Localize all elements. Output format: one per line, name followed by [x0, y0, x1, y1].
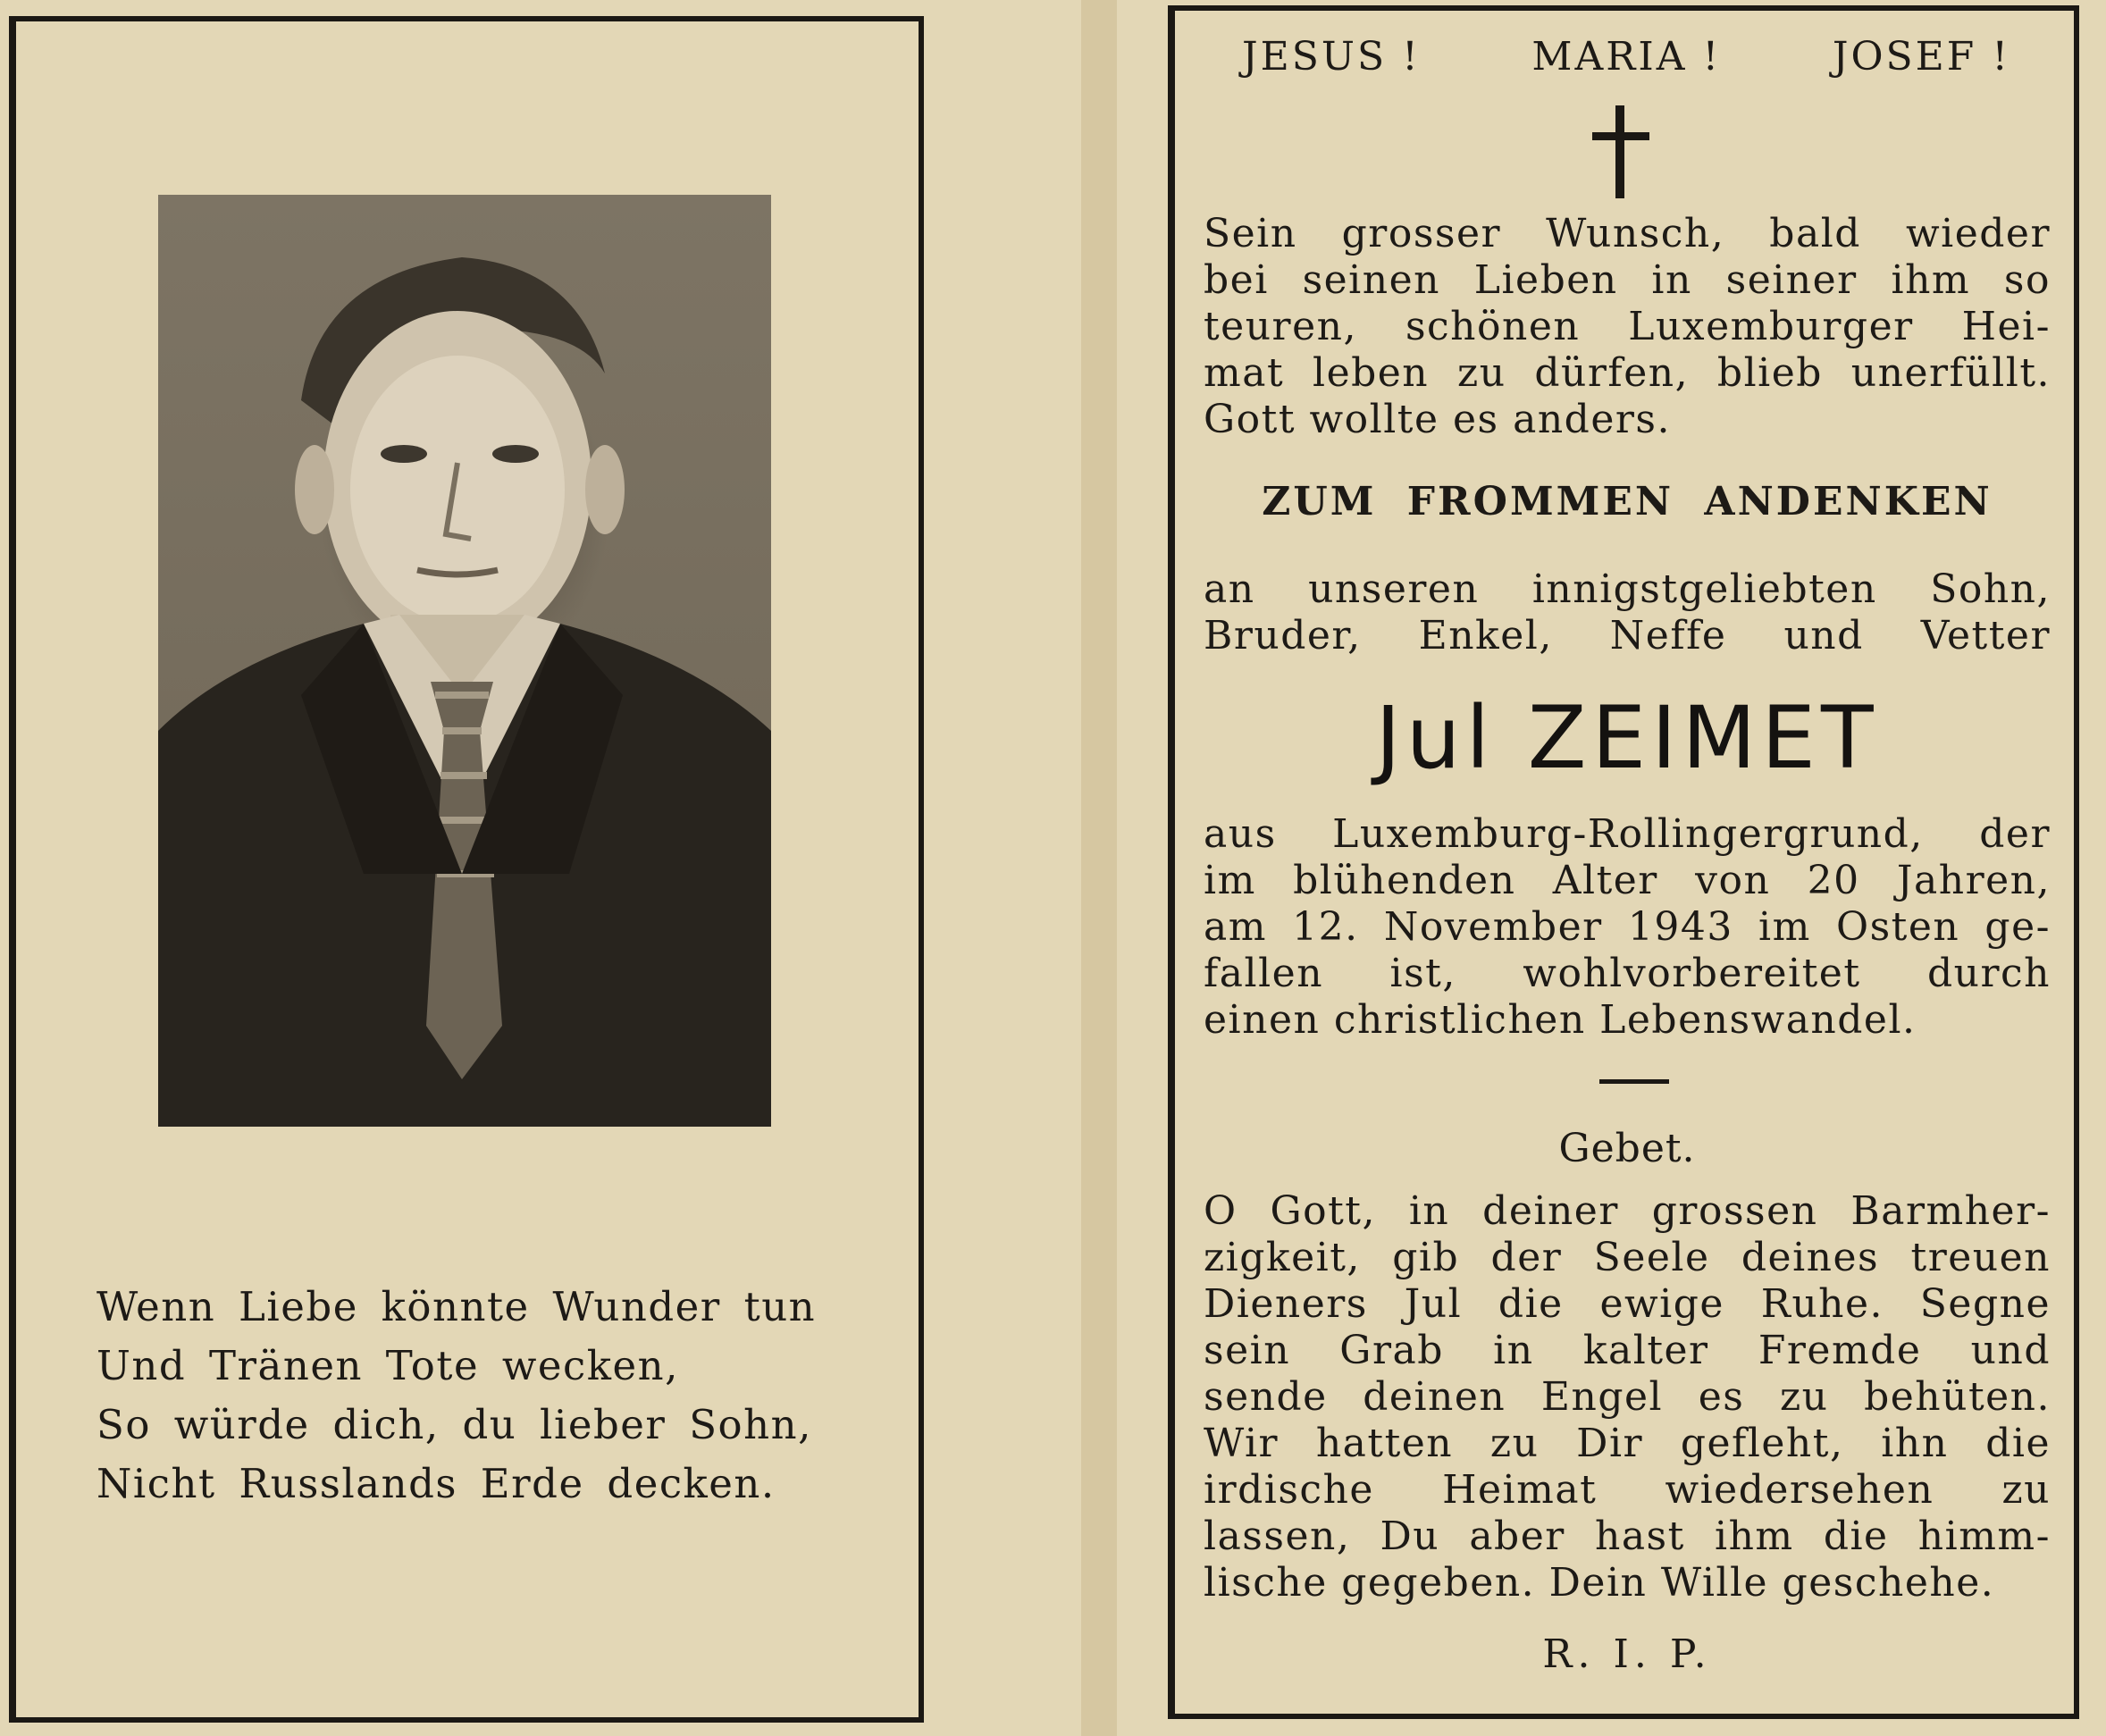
cross-icon [1592, 105, 1649, 198]
prayer-line: irdische Heimat wiedersehen zu [1204, 1467, 2051, 1513]
rip-closing: R. I. P. [1542, 1631, 1712, 1677]
poem-line: Und Tränen Tote wecken, [96, 1342, 679, 1389]
prayer-line: sende deinen Engel es zu behüten. [1204, 1374, 2051, 1420]
prayer-line: Dieners Jul die ewige Ruhe. Segne [1204, 1281, 2051, 1327]
details-line: einen christlichen Lebenswandel. [1204, 997, 1917, 1043]
details-line: im blühenden Alter von 20 Jahren, [1204, 858, 2051, 903]
dedication-paragraph [1204, 566, 2051, 659]
invocation-maria: MARIA ! [1531, 34, 1722, 80]
dedication-line: an unseren innigstgeliebten Sohn, [1204, 566, 2051, 612]
poem-line: So würde dich, du lieber Sohn, [96, 1401, 812, 1448]
memorial-heading: ZUM FROMMEN ANDENKEN [1262, 479, 1993, 524]
invocation-line [1242, 34, 2010, 80]
intro-line: mat leben zu dürfen, blieb unerfüllt. [1204, 350, 2051, 396]
deceased-name: Jul ZEIMET [1375, 688, 1879, 788]
intro-line: teuren, schönen Luxemburger Hei- [1204, 304, 2051, 349]
intro-paragraph [1204, 211, 2051, 443]
prayer-line: sein Grab in kalter Fremde und [1204, 1328, 2051, 1373]
intro-line: Sein grosser Wunsch, bald wieder [1204, 211, 2051, 256]
prayer-line: O Gott, in deiner grossen Barmher- [1204, 1188, 2051, 1234]
prayer-line: Wir hatten zu Dir gefleht, ihn die [1204, 1421, 2051, 1466]
intro-line: bei seinen Lieben in seiner ihm so [1204, 257, 2051, 303]
details-line: aus Luxemburg-Rollingergrund, der [1204, 811, 2051, 857]
prayer-line: lische gegeben. Dein Wille geschehe. [1204, 1560, 1995, 1606]
intro-line: Gott wollte es anders. [1204, 397, 1671, 442]
prayer-line: zigkeit, gib der Seele deines treuen [1204, 1235, 2051, 1280]
fold-gutter [1081, 0, 1117, 1736]
details-line: fallen ist, wohlvorbereitet durch [1204, 951, 2051, 996]
prayer-title: Gebet. [1558, 1126, 1696, 1171]
memorial-poem [96, 1278, 865, 1514]
portrait-photo [158, 195, 771, 1127]
details-paragraph [1204, 811, 2051, 1044]
details-line: am 12. November 1943 im Osten ge- [1204, 904, 2051, 950]
prayer-paragraph [1204, 1188, 2051, 1606]
invocation-josef: JOSEF ! [1832, 34, 2010, 80]
poem-line: Wenn Liebe könnte Wunder tun [96, 1283, 817, 1330]
dedication-line: Bruder, Enkel, Neffe und Vetter [1204, 613, 2051, 658]
prayer-line: lassen, Du aber hast ihm die himm- [1204, 1514, 2051, 1559]
invocation-jesus: JESUS ! [1242, 34, 1421, 80]
poem-line: Nicht Russlands Erde decken. [96, 1460, 776, 1507]
section-divider [1599, 1079, 1669, 1084]
